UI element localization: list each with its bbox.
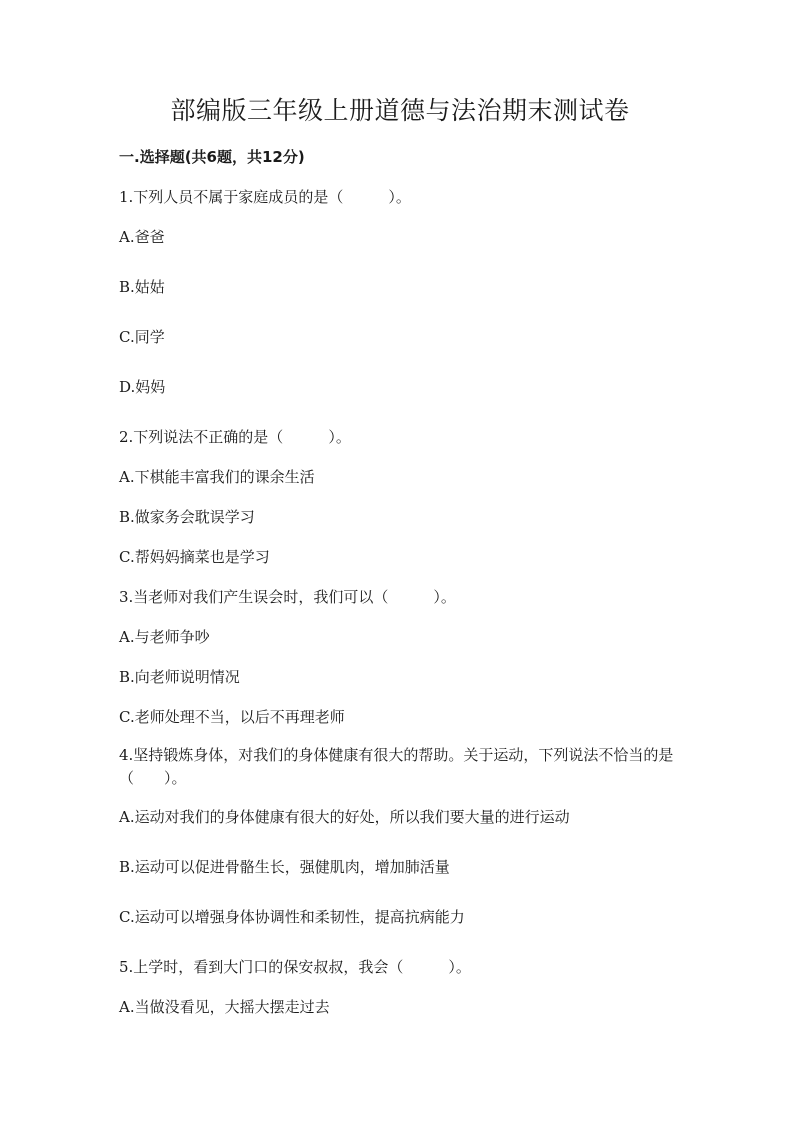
question-3-option-c: C.老师处理不当，以后不再理老师 [119,708,345,726]
question-4-option-b: B.运动可以促进骨骼生长，强健肌肉，增加肺活量 [119,858,450,876]
question-2-stem: 2.下列说法不正确的是（ ）。 [119,428,351,446]
question-4-option-c: C.运动可以增强身体协调性和柔韧性，提高抗病能力 [119,908,465,926]
question-5-option-a: A.当做没看见，大摇大摆走过去 [119,998,330,1016]
question-3-option-a: A.与老师争吵 [119,628,210,646]
question-2-option-b: B.做家务会耽误学习 [119,508,255,526]
question-1-option-c: C.同学 [119,328,165,346]
question-1-stem: 1.下列人员不属于家庭成员的是（ ）。 [119,188,411,206]
question-1-option-b: B.姑姑 [119,278,165,296]
question-2-option-a: A.下棋能丰富我们的课余生活 [119,468,315,486]
question-4-stem: 4.坚持锻炼身体，对我们的身体健康有很大的帮助。关于运动，下列说法不恰当的是（ ）。 [119,746,674,787]
question-1-option-a: A.爸爸 [119,228,165,246]
question-3-stem: 3.当老师对我们产生误会时，我们可以（ ）。 [119,588,456,606]
question-4-option-a: A.运动对我们的身体健康有很大的好处，所以我们要大量的进行运动 [119,808,570,826]
question-1-option-d: D.妈妈 [119,378,166,396]
question-5-stem: 5.上学时，看到大门口的保安叔叔，我会（ ）。 [119,958,471,976]
question-2-option-c: C.帮妈妈摘菜也是学习 [119,548,270,566]
section-heading: 一.选择题(共6题，共12分) [119,148,305,166]
exam-title: 部编版三年级上册道德与法治期末测试卷 [170,96,630,125]
question-3-option-b: B.向老师说明情况 [119,668,240,686]
